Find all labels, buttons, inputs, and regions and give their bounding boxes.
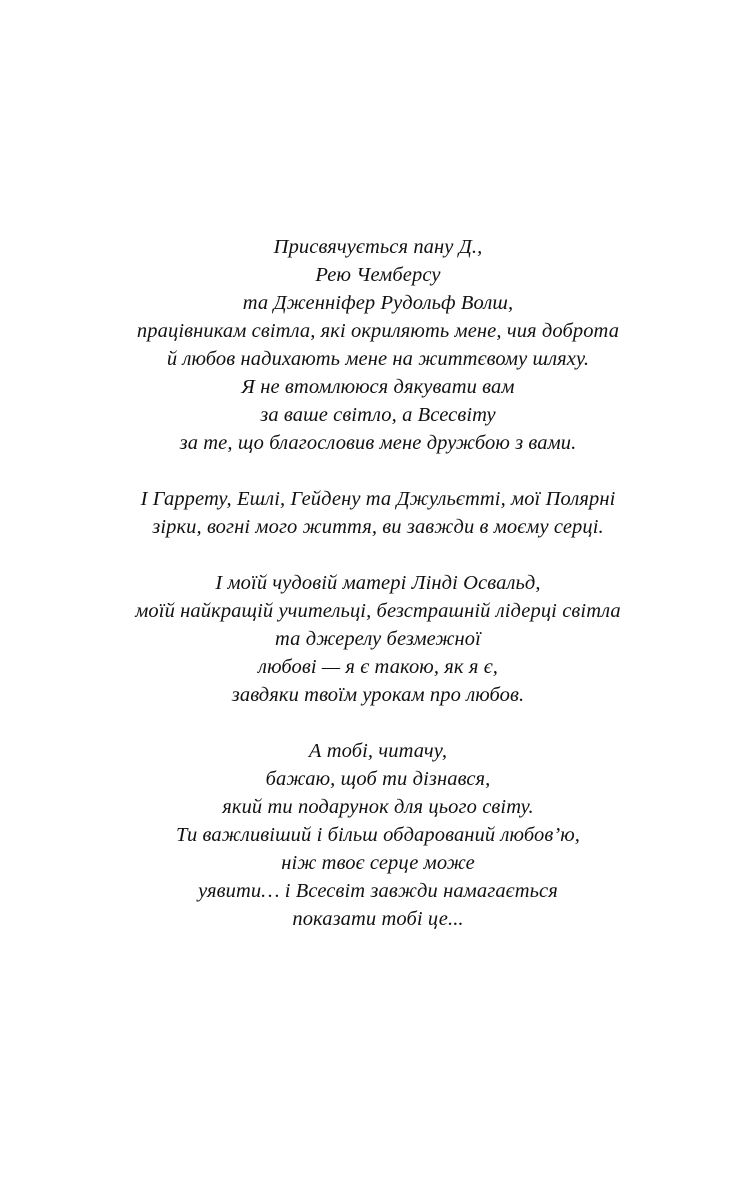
dedication-line: працівникам світла, які окриляють мене, чия доброта <box>136 320 620 342</box>
dedication-line: який ти подарунок для цього світу. <box>222 796 534 818</box>
dedication-line: завдяки твоїм урокам про любов. <box>231 684 525 706</box>
dedication-stanza <box>0 485 756 541</box>
dedication-line: бажаю, щоб ти дізнався, <box>265 768 491 790</box>
dedication-stanza <box>0 737 756 933</box>
dedication-line: І Гаррету, Ешлі, Гейдену та Джульєтті, мої Полярні <box>140 488 616 510</box>
dedication-line: й любов надихають мене на життєвому шляху. <box>166 348 590 370</box>
dedication-line: Я не втомлююся дякувати вам <box>241 376 515 398</box>
dedication-stanza <box>0 569 756 709</box>
dedication-line: та джерелу безмежної <box>275 628 481 650</box>
dedication-line: за те, що благословив мене дружбою з вами. <box>179 432 577 454</box>
dedication-line: за ваше світло, а Всесвіту <box>260 404 496 426</box>
dedication-block <box>0 233 756 933</box>
dedication-stanza <box>0 233 756 457</box>
dedication-line: Присвячується пану Д., <box>273 236 483 258</box>
dedication-line: І моїй чудовій матері Лінді Освальд, <box>215 572 541 594</box>
dedication-line: Ти важливіший і більш обдарований любов’ю, <box>175 824 581 846</box>
dedication-line: уявити… і Всесвіт завжди намагається <box>198 880 558 902</box>
dedication-line: любові — я є такою, як я є, <box>258 656 498 678</box>
dedication-line: моїй найкращій учительці, безстрашній лідерці світла <box>135 600 621 622</box>
dedication-line: та Дженніфер Рудольф Волш, <box>242 292 514 314</box>
dedication-line: ніж твоє серце може <box>281 852 475 874</box>
dedication-line: Рею Чемберсу <box>315 264 441 286</box>
dedication-line: А тобі, читачу, <box>308 740 448 762</box>
dedication-line: показати тобі це... <box>292 908 464 930</box>
dedication-line: зірки, вогні мого життя, ви завжди в моєму серці. <box>152 516 604 538</box>
